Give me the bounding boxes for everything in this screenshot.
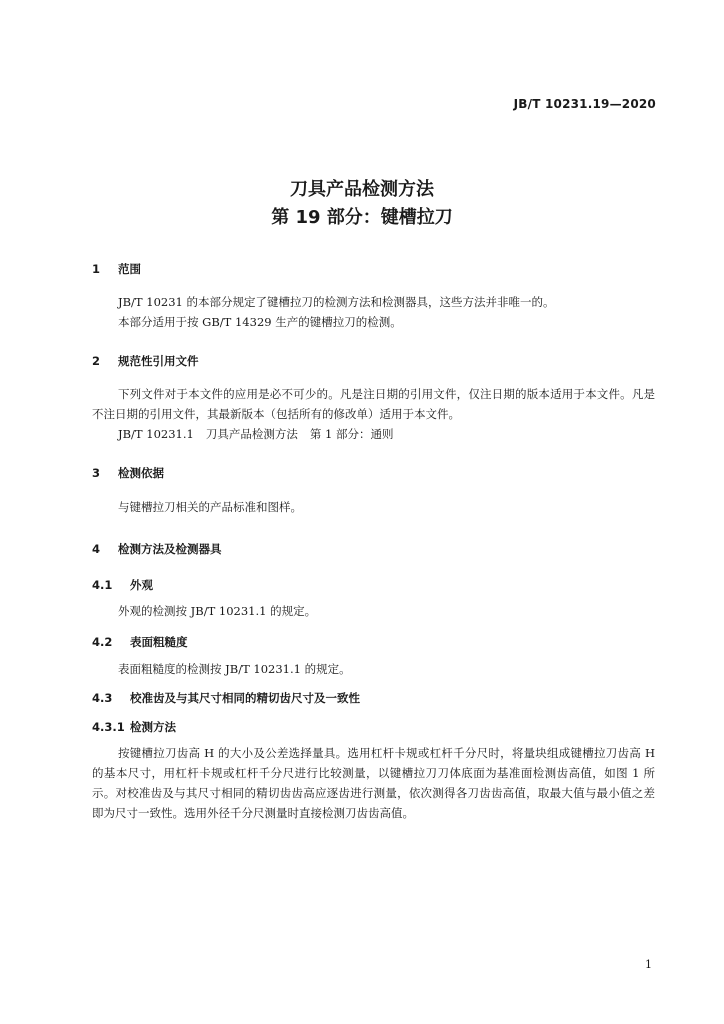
section-heading-4-3-1	[92, 719, 176, 735]
section-title: 检测方法	[130, 720, 176, 734]
reference-title: 刀具产品检测方法	[205, 427, 298, 441]
section-title: 检测依据	[118, 466, 164, 480]
section-number: 2	[92, 354, 101, 368]
section-number: 4.3.1	[92, 720, 125, 734]
standard-code: JB/T 10231.19—2020	[513, 97, 656, 111]
section-number: 1	[92, 262, 101, 276]
paragraph: 下列文件对于本文件的应用是必不可少的。凡是注日期的引用文件，仅注日期的版本适用于本文件。凡是不注日期的引用文件，其最新版本（包括所有的修改单）适用于本文件。	[92, 387, 655, 421]
section-heading-2	[92, 353, 199, 369]
section-number: 4	[92, 542, 101, 556]
section-heading-4-1	[92, 577, 153, 593]
section-title: 规范性引用文件	[118, 354, 199, 368]
section-heading-4-3	[92, 690, 360, 706]
document-title: 刀具产品检测方法	[290, 179, 434, 200]
section-title: 范围	[118, 262, 141, 276]
paragraph: 按键槽拉刀齿高 H 的大小及公差选择量具。选用杠杆卡规或杠杆千分尺时，将量块组成键槽拉刀齿高 H 的基本尺寸，用杠杆卡规或杠杆千分尺进行比较测量，以键槽拉刀刀体底面为基准面检测齿高值，如图 1 所示。对校准齿及与其尺寸相同的精切齿齿高应逐齿进行测量，依次测得各刀齿齿高值，取最大值与最小值之差即为尺寸一致性。选用外径千分尺测量时直接检测刀齿齿高值。	[92, 746, 655, 820]
section-title: 检测方法及检测器具	[118, 542, 222, 556]
page-number: 1	[645, 958, 652, 971]
section-heading-4-2	[92, 634, 188, 650]
section-title: 校准齿及与其尺寸相同的精切齿尺寸及一致性	[130, 691, 360, 705]
section-number: 3	[92, 466, 101, 480]
section-number: 4.3	[92, 691, 113, 705]
reference-part: 第 1 部分：通则	[309, 427, 394, 441]
paragraph: JB/T 10231 的本部分规定了键槽拉刀的检测方法和检测器具，这些方法并非唯一的。	[118, 295, 555, 309]
section-title: 外观	[130, 578, 153, 592]
document-subtitle: 第 19 部分：键槽拉刀	[271, 207, 453, 228]
section-number: 4.2	[92, 635, 113, 649]
paragraph: 外观的检测按 JB/T 10231.1 的规定。	[118, 604, 317, 618]
section-heading-1	[92, 261, 141, 277]
section-title: 表面粗糙度	[130, 635, 188, 649]
reference-code: JB/T 10231.1	[118, 427, 194, 441]
paragraph: 表面粗糙度的检测按 JB/T 10231.1 的规定。	[118, 662, 351, 676]
normative-reference	[92, 424, 655, 444]
paragraph: 本部分适用于按 GB/T 14329 生产的键槽拉刀的检测。	[118, 315, 402, 329]
section-heading-3	[92, 465, 164, 481]
section-heading-4	[92, 541, 222, 557]
paragraph: 与键槽拉刀相关的产品标准和图样。	[118, 500, 302, 514]
section-number: 4.1	[92, 578, 113, 592]
